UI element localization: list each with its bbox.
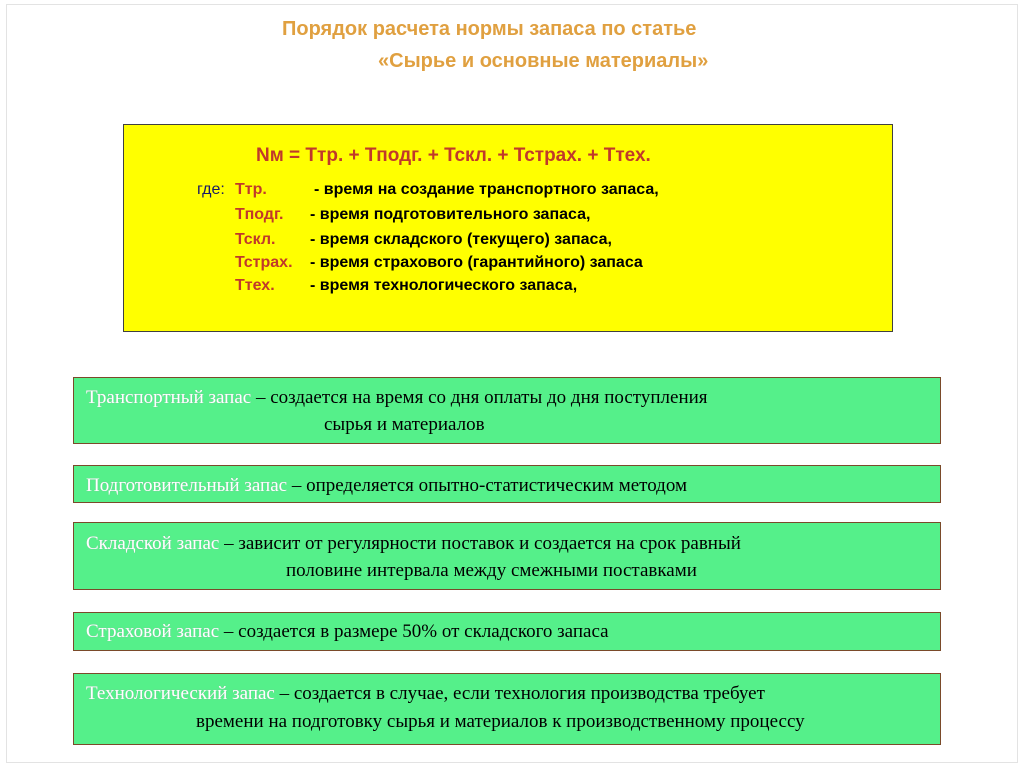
box-line-1 — [86, 533, 741, 555]
definitions-list — [124, 125, 892, 331]
definition-text: - время на создание транспортного запаса, — [314, 181, 659, 198]
box-line-1 — [86, 683, 765, 705]
term: Транспортный запас — [86, 387, 252, 408]
formula-box — [123, 124, 893, 332]
definition-text: - время подготовительного запаса, — [310, 206, 591, 223]
definition-text: - время технологического запаса, — [310, 277, 578, 294]
warehouse-stock-box — [73, 522, 941, 590]
box-line-1 — [86, 621, 609, 643]
formula: Nм = Ттр. + Тподг. + Тскл. + Тстрах. + Ттех. — [256, 145, 651, 166]
term: Страховой запас — [86, 621, 220, 642]
definition-symbol: Тстрах. — [235, 254, 293, 271]
term: Подготовительный запас — [86, 475, 288, 496]
definition: – зависит от регулярности поставок и создается на срок равный — [219, 533, 741, 554]
term: Технологический запас — [86, 683, 275, 704]
title-line-1: Порядок расчета нормы запаса по статье — [282, 18, 697, 40]
box-line-2: сырья и материалов — [324, 414, 485, 435]
box-line-2: времени на подготовку сырья и материалов к производственному процессу — [196, 711, 805, 732]
box-line-2: половине интервала между смежными поставками — [286, 560, 697, 581]
box-line-1 — [86, 387, 708, 409]
definition-symbol: Ттех. — [235, 277, 275, 294]
definition: – создается в размере 50% от складского запаса — [219, 621, 609, 642]
definition: – определяется опытно-статистическим методом — [287, 475, 687, 496]
definition-symbol: Тподг. — [235, 206, 284, 223]
definition-text: - время страхового (гарантийного) запаса — [310, 254, 643, 271]
definition-symbol: Ттр. — [235, 181, 267, 198]
technological-stock-box — [73, 673, 941, 745]
definition-text: - время складского (текущего) запаса, — [310, 231, 612, 248]
title-line-2: «Сырье и основные материалы» — [378, 50, 709, 72]
where-label: где: — [197, 181, 225, 198]
safety-stock-box — [73, 612, 941, 651]
definition: – создается на время со дня оплаты до дня поступления — [251, 387, 708, 408]
definition-symbol: Тскл. — [235, 231, 276, 248]
transport-stock-box — [73, 377, 941, 444]
definition: – создается в случае, если технология производства требует — [274, 683, 765, 704]
preparatory-stock-box — [73, 465, 941, 503]
box-line-1 — [86, 475, 687, 497]
term: Складской запас — [86, 533, 220, 554]
